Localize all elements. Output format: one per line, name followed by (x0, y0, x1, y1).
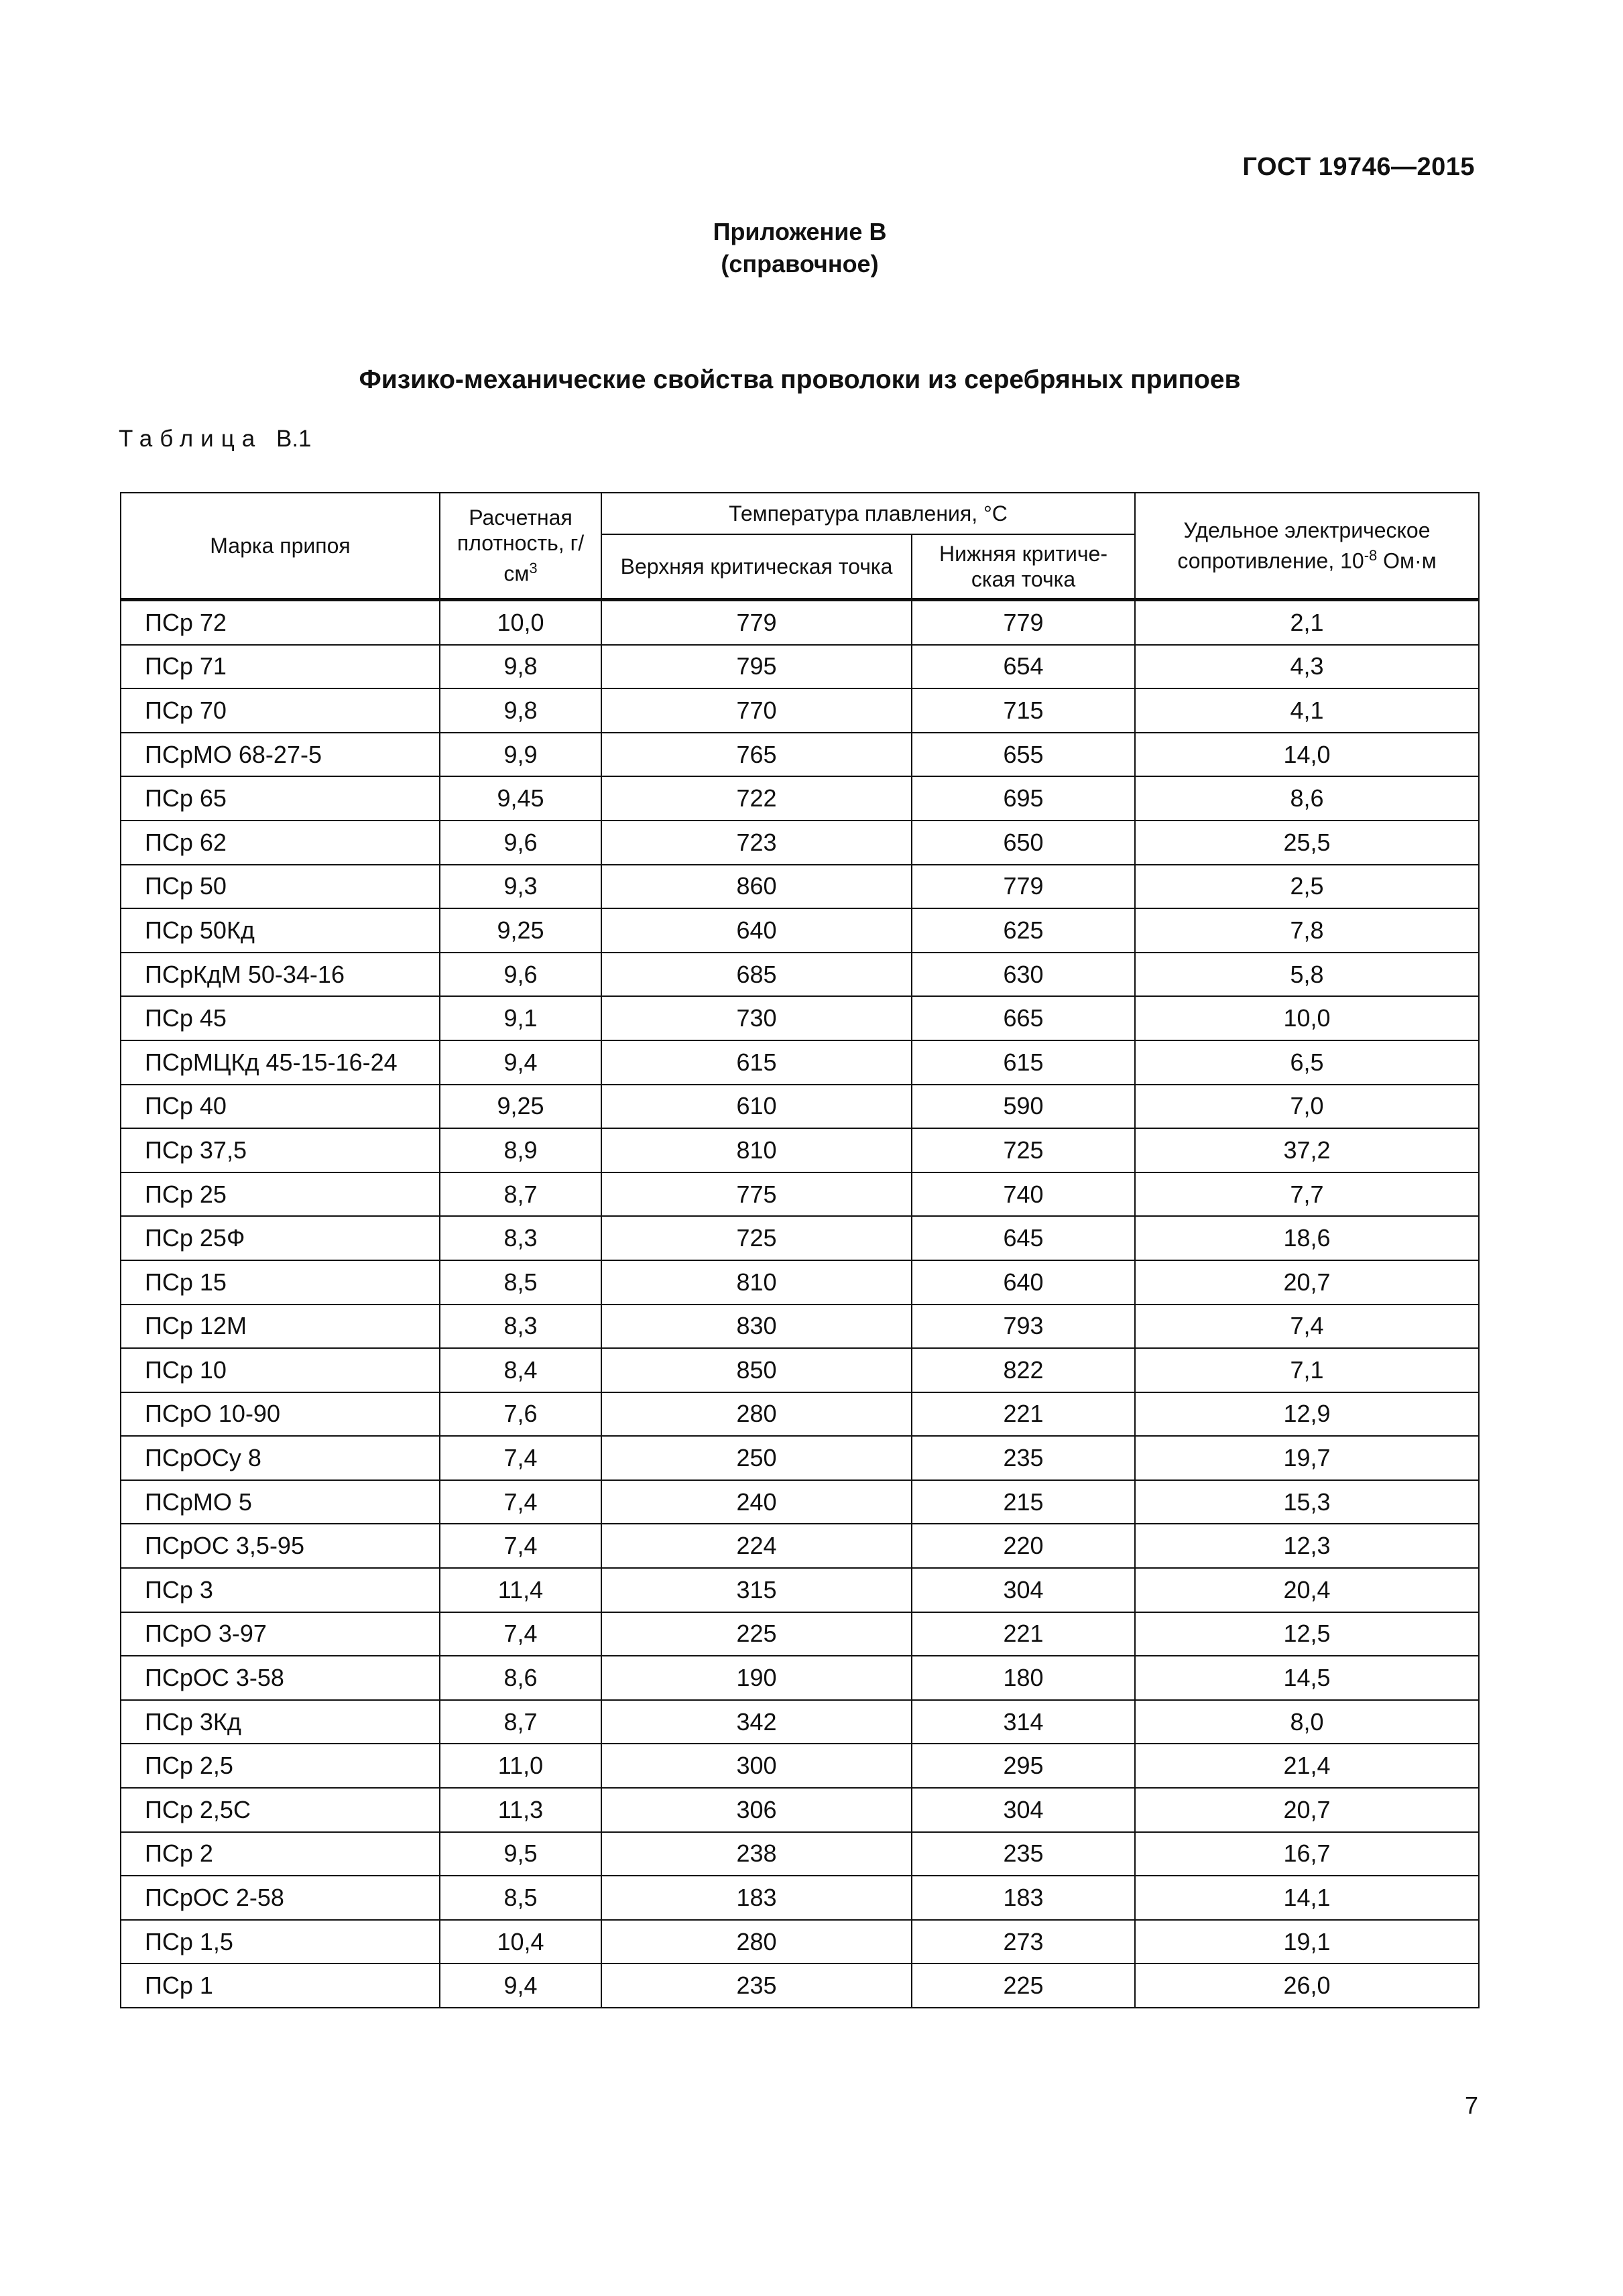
resistivity-cell: 19,1 (1135, 1920, 1479, 1964)
upper-point-cell: 830 (601, 1305, 912, 1349)
properties-table (120, 492, 1480, 2008)
resistivity-cell: 2,5 (1135, 865, 1479, 909)
lower-point-cell: 221 (912, 1392, 1135, 1437)
header-lower-critical-point: Нижняя критиче-ская точка (912, 534, 1135, 600)
upper-point-cell: 190 (601, 1656, 912, 1700)
appendix-kind: (справочное) (721, 250, 879, 278)
grade-cell: ПСр 3Кд (121, 1700, 440, 1744)
density-cell: 9,6 (440, 953, 601, 997)
lower-point-cell: 235 (912, 1832, 1135, 1876)
upper-point-cell: 850 (601, 1348, 912, 1392)
lower-point-cell: 590 (912, 1085, 1135, 1129)
density-cell: 7,4 (440, 1436, 601, 1480)
resistivity-cell: 8,0 (1135, 1700, 1479, 1744)
table-row (121, 1656, 1479, 1700)
table-row (121, 865, 1479, 909)
upper-point-cell: 342 (601, 1700, 912, 1744)
lower-point-cell: 180 (912, 1656, 1135, 1700)
grade-cell: ПСрОС 3-58 (121, 1656, 440, 1700)
density-cell: 11,4 (440, 1568, 601, 1612)
resistivity-cell: 4,1 (1135, 688, 1479, 733)
resistivity-cell: 20,7 (1135, 1788, 1479, 1832)
resistivity-cell: 18,6 (1135, 1216, 1479, 1260)
table-row (121, 1612, 1479, 1656)
lower-point-cell: 640 (912, 1260, 1135, 1305)
grade-cell: ПСрО 10-90 (121, 1392, 440, 1437)
density-cell: 8,6 (440, 1656, 601, 1700)
lower-point-cell: 779 (912, 865, 1135, 909)
table-row (121, 1085, 1479, 1129)
table-row (121, 821, 1479, 865)
upper-point-cell: 250 (601, 1436, 912, 1480)
table-row (121, 1216, 1479, 1260)
density-cell: 8,3 (440, 1216, 601, 1260)
density-cell: 8,5 (440, 1876, 601, 1920)
density-cell: 9,5 (440, 1832, 601, 1876)
resistivity-cell: 12,9 (1135, 1392, 1479, 1437)
density-cell: 9,1 (440, 996, 601, 1040)
density-cell: 9,9 (440, 733, 601, 777)
density-cell: 9,45 (440, 776, 601, 821)
table-row (121, 1700, 1479, 1744)
grade-cell: ПСр 12М (121, 1305, 440, 1349)
table-row (121, 1392, 1479, 1437)
resistivity-cell: 20,4 (1135, 1568, 1479, 1612)
lower-point-cell: 793 (912, 1305, 1135, 1349)
header-density-exponent: 3 (529, 560, 538, 577)
upper-point-cell: 280 (601, 1392, 912, 1437)
upper-point-cell: 300 (601, 1744, 912, 1788)
density-cell: 8,5 (440, 1260, 601, 1305)
upper-point-cell: 610 (601, 1085, 912, 1129)
grade-cell: ПСр 10 (121, 1348, 440, 1392)
resistivity-cell: 25,5 (1135, 821, 1479, 865)
table-row (121, 1876, 1479, 1920)
header-density: Расчетная плотность, $г/см^3$ (440, 493, 601, 600)
upper-point-cell: 183 (601, 1876, 912, 1920)
density-cell: 8,4 (440, 1348, 601, 1392)
grade-cell: ПСр 40 (121, 1085, 440, 1129)
table-caption-number: В.1 (276, 426, 312, 452)
resistivity-cell: 26,0 (1135, 1963, 1479, 2008)
table-row (121, 688, 1479, 733)
lower-point-cell: 725 (912, 1128, 1135, 1172)
resistivity-cell: 7,8 (1135, 908, 1479, 953)
density-cell: 9,25 (440, 908, 601, 953)
resistivity-cell: 7,4 (1135, 1305, 1479, 1349)
lower-point-cell: 655 (912, 733, 1135, 777)
document-title: Физико-механические свойства проволоки из серебряных припоев (359, 365, 1241, 394)
lower-point-cell: 645 (912, 1216, 1135, 1260)
density-cell: 10,0 (440, 600, 601, 645)
table-row (121, 1172, 1479, 1217)
resistivity-cell: 5,8 (1135, 953, 1479, 997)
lower-point-cell: 304 (912, 1788, 1135, 1832)
density-cell: 9,4 (440, 1040, 601, 1085)
resistivity-cell: 7,0 (1135, 1085, 1479, 1129)
lower-point-cell: 220 (912, 1524, 1135, 1568)
grade-cell: ПСр 70 (121, 688, 440, 733)
grade-cell: ПСрМО 5 (121, 1480, 440, 1524)
grade-cell: ПСр 62 (121, 821, 440, 865)
density-cell: 9,4 (440, 1963, 601, 2008)
header-resistivity-exponent: -8 (1364, 547, 1378, 564)
density-cell: 7,6 (440, 1392, 601, 1437)
resistivity-cell: 15,3 (1135, 1480, 1479, 1524)
grade-cell: ПСр 1,5 (121, 1920, 440, 1964)
table-body (121, 600, 1479, 2008)
upper-point-cell: 685 (601, 953, 912, 997)
table-row (121, 776, 1479, 821)
grade-cell: ПСр 2 (121, 1832, 440, 1876)
lower-point-cell: 665 (912, 996, 1135, 1040)
standard-code: ГОСТ 19746—2015 (1242, 153, 1475, 181)
upper-point-cell: 315 (601, 1568, 912, 1612)
resistivity-cell: 12,5 (1135, 1612, 1479, 1656)
table-row (121, 1568, 1479, 1612)
grade-cell: ПСр 71 (121, 645, 440, 689)
upper-point-cell: 730 (601, 996, 912, 1040)
grade-cell: ПСр 15 (121, 1260, 440, 1305)
upper-point-cell: 770 (601, 688, 912, 733)
grade-cell: ПСрО 3-97 (121, 1612, 440, 1656)
density-cell: 8,9 (440, 1128, 601, 1172)
table-row (121, 1963, 1479, 2008)
grade-cell: ПСр 50 (121, 865, 440, 909)
table-row (121, 1305, 1479, 1349)
density-cell: 9,8 (440, 688, 601, 733)
lower-point-cell: 715 (912, 688, 1135, 733)
lower-point-cell: 183 (912, 1876, 1135, 1920)
upper-point-cell: 795 (601, 645, 912, 689)
grade-cell: ПСрМЦКд 45-15-16-24 (121, 1040, 440, 1085)
grade-cell: ПСрОС 2-58 (121, 1876, 440, 1920)
upper-point-cell: 723 (601, 821, 912, 865)
table-row (121, 908, 1479, 953)
upper-point-cell: 725 (601, 1216, 912, 1260)
density-cell: 11,3 (440, 1788, 601, 1832)
resistivity-cell: 8,6 (1135, 776, 1479, 821)
table-row (121, 1788, 1479, 1832)
table-row (121, 1480, 1479, 1524)
density-cell: 7,4 (440, 1612, 601, 1656)
grade-cell: ПСр 50Кд (121, 908, 440, 953)
grade-cell: ПСрКдМ 50-34-16 (121, 953, 440, 997)
upper-point-cell: 779 (601, 600, 912, 645)
grade-cell: ПСр 72 (121, 600, 440, 645)
header-melting-temperature: Температура плавления, °С (601, 493, 1135, 534)
grade-cell: ПСрОСу 8 (121, 1436, 440, 1480)
header-resistivity-unit: Ом·м (1377, 548, 1437, 573)
density-cell: 7,4 (440, 1524, 601, 1568)
density-cell: 7,4 (440, 1480, 601, 1524)
grade-cell: ПСр 25 (121, 1172, 440, 1217)
lower-point-cell: 625 (912, 908, 1135, 953)
lower-point-cell: 615 (912, 1040, 1135, 1085)
grade-cell: ПСр 37,5 (121, 1128, 440, 1172)
resistivity-cell: 4,3 (1135, 645, 1479, 689)
density-cell: 8,7 (440, 1700, 601, 1744)
lower-point-cell: 273 (912, 1920, 1135, 1964)
upper-point-cell: 860 (601, 865, 912, 909)
upper-point-cell: 765 (601, 733, 912, 777)
upper-point-cell: 224 (601, 1524, 912, 1568)
resistivity-cell: 14,1 (1135, 1876, 1479, 1920)
resistivity-cell: 37,2 (1135, 1128, 1479, 1172)
appendix-heading (0, 216, 1600, 280)
lower-point-cell: 779 (912, 600, 1135, 645)
grade-cell: ПСрМО 68-27-5 (121, 733, 440, 777)
resistivity-cell: 14,0 (1135, 733, 1479, 777)
density-cell: 9,3 (440, 865, 601, 909)
density-cell: 11,0 (440, 1744, 601, 1788)
table-row (121, 600, 1479, 645)
lower-point-cell: 822 (912, 1348, 1135, 1392)
resistivity-cell: 14,5 (1135, 1656, 1479, 1700)
lower-point-cell: 215 (912, 1480, 1135, 1524)
grade-cell: ПСр 65 (121, 776, 440, 821)
table-row (121, 1040, 1479, 1085)
upper-point-cell: 615 (601, 1040, 912, 1085)
table-row (121, 1920, 1479, 1964)
resistivity-cell: 6,5 (1135, 1040, 1479, 1085)
resistivity-cell: 7,1 (1135, 1348, 1479, 1392)
table-row (121, 1832, 1479, 1876)
density-cell: 9,8 (440, 645, 601, 689)
table-row (121, 1128, 1479, 1172)
resistivity-cell: 21,4 (1135, 1744, 1479, 1788)
lower-point-cell: 740 (912, 1172, 1135, 1217)
resistivity-cell: 7,7 (1135, 1172, 1479, 1217)
appendix-title: Приложение В (713, 218, 887, 245)
table-row (121, 1436, 1479, 1480)
upper-point-cell: 306 (601, 1788, 912, 1832)
grade-cell: ПСрОС 3,5-95 (121, 1524, 440, 1568)
lower-point-cell: 630 (912, 953, 1135, 997)
header-grade: Марка припоя (121, 493, 440, 600)
grade-cell: ПСр 3 (121, 1568, 440, 1612)
lower-point-cell: 235 (912, 1436, 1135, 1480)
table-row (121, 1348, 1479, 1392)
table-row (121, 953, 1479, 997)
resistivity-cell: 16,7 (1135, 1832, 1479, 1876)
table-row (121, 733, 1479, 777)
table-caption-word: Таблица (119, 426, 263, 452)
grade-cell: ПСр 1 (121, 1963, 440, 2008)
resistivity-cell: 12,3 (1135, 1524, 1479, 1568)
table-row (121, 645, 1479, 689)
lower-point-cell: 650 (912, 821, 1135, 865)
upper-point-cell: 810 (601, 1128, 912, 1172)
grade-cell: ПСр 25Ф (121, 1216, 440, 1260)
lower-point-cell: 654 (912, 645, 1135, 689)
lower-point-cell: 225 (912, 1963, 1135, 2008)
density-cell: 8,3 (440, 1305, 601, 1349)
density-cell: 8,7 (440, 1172, 601, 1217)
lower-point-cell: 295 (912, 1744, 1135, 1788)
lower-point-cell: 695 (912, 776, 1135, 821)
table-row (121, 1524, 1479, 1568)
lower-point-cell: 221 (912, 1612, 1135, 1656)
density-cell: 9,25 (440, 1085, 601, 1129)
upper-point-cell: 235 (601, 1963, 912, 2008)
resistivity-cell: 19,7 (1135, 1436, 1479, 1480)
table-row (121, 1744, 1479, 1788)
resistivity-cell: 2,1 (1135, 600, 1479, 645)
upper-point-cell: 722 (601, 776, 912, 821)
upper-point-cell: 225 (601, 1612, 912, 1656)
resistivity-cell: 10,0 (1135, 996, 1479, 1040)
table-row (121, 996, 1479, 1040)
page-number: 7 (1464, 2092, 1478, 2119)
upper-point-cell: 240 (601, 1480, 912, 1524)
grade-cell: ПСр 2,5С (121, 1788, 440, 1832)
density-cell: 9,6 (440, 821, 601, 865)
grade-cell: ПСр 45 (121, 996, 440, 1040)
density-cell: 10,4 (440, 1920, 601, 1964)
table-row (121, 1260, 1479, 1305)
upper-point-cell: 810 (601, 1260, 912, 1305)
header-resistivity: Удельное электрическое сопротивление, $10^{-8}$ Ом·м (1135, 493, 1479, 600)
table-caption (119, 426, 312, 452)
resistivity-cell: 20,7 (1135, 1260, 1479, 1305)
lower-point-cell: 304 (912, 1568, 1135, 1612)
upper-point-cell: 640 (601, 908, 912, 953)
upper-point-cell: 775 (601, 1172, 912, 1217)
lower-point-cell: 314 (912, 1700, 1135, 1744)
upper-point-cell: 238 (601, 1832, 912, 1876)
upper-point-cell: 280 (601, 1920, 912, 1964)
grade-cell: ПСр 2,5 (121, 1744, 440, 1788)
header-upper-critical-point: Верхняя критическая точка (601, 534, 912, 600)
